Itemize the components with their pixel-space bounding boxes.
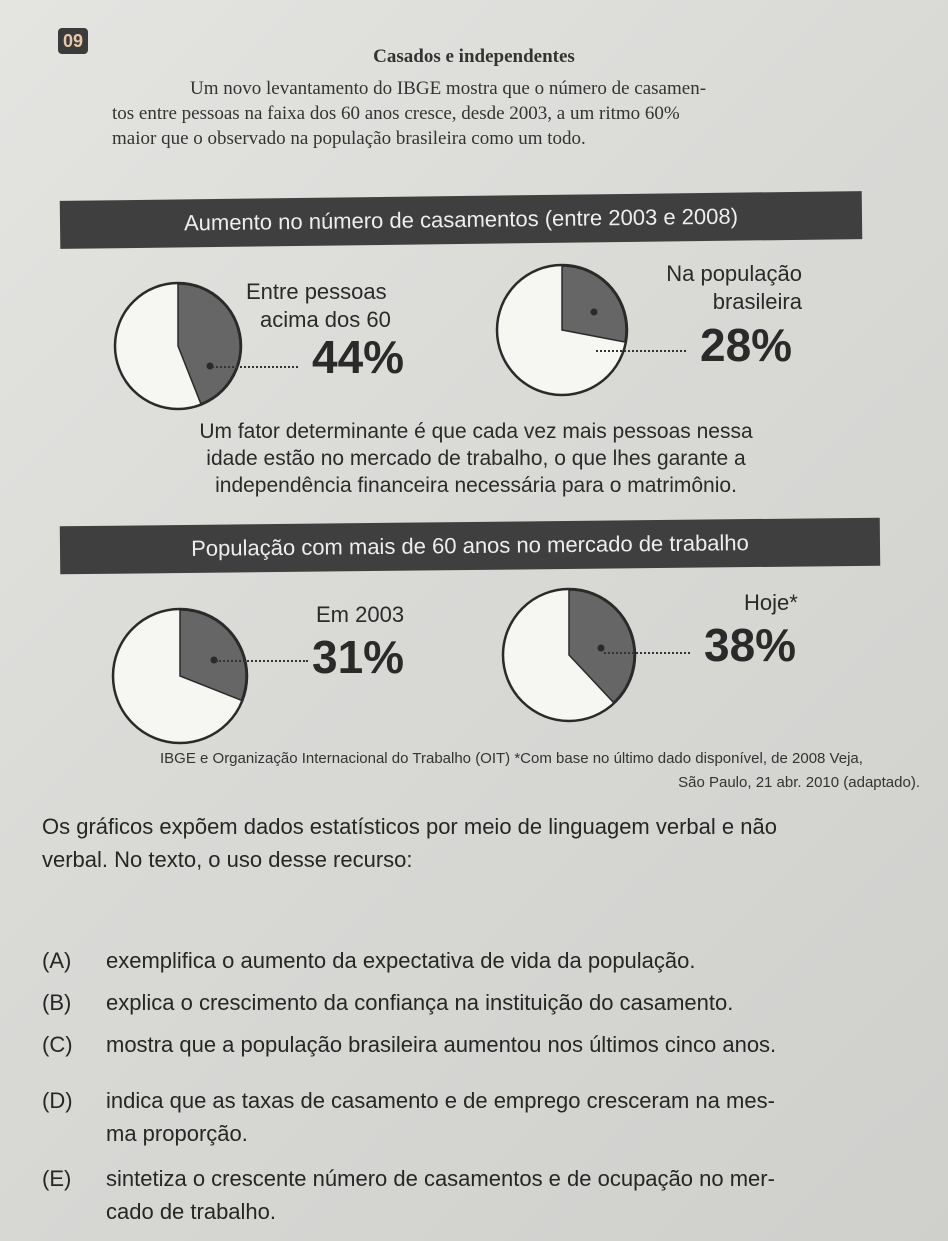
chart1-label-right [636, 260, 802, 316]
question-line: verbal. No texto, o uso desse recurso: [42, 847, 413, 872]
chart2-pie-right [500, 586, 638, 724]
option-letter: (B) [42, 990, 72, 1015]
chart1-banner: Aumento no número de casamentos (entre 2003 e 2008) [60, 191, 863, 249]
chart1-pie-right [494, 262, 630, 398]
chart2-value-left: 31% [312, 631, 405, 683]
option-text: sintetiza o crescente número de casamentos e de ocupação no mer- [106, 1166, 775, 1191]
option-text-continued: cado de trabalho. [106, 1199, 277, 1224]
option-letter: (E) [42, 1166, 72, 1191]
option-text: exemplifica o aumento da expectativa de vida da população. [106, 948, 696, 973]
intro-line: maior que o observado na população brasileira como um todo. [112, 128, 586, 149]
option-c[interactable] [42, 1028, 932, 1061]
chart1-value-left: 44% [312, 331, 405, 383]
chart2-label-right: Hoje* [744, 590, 798, 615]
chart2-label-left: Em 2003 [316, 602, 405, 627]
label-line: brasileira [712, 289, 802, 314]
intro-line: Um novo levantamento do IBGE mostra que o número de casamen- [190, 78, 707, 99]
label-line: Entre pessoas [246, 279, 387, 304]
pie-slice-28 [562, 266, 626, 342]
paragraph-line: independência financeira necessária para o matrimônio. [215, 474, 737, 497]
option-letter: (A) [42, 948, 72, 973]
paragraph-line: Um fator determinante é que cada vez mais pessoas nessa [199, 420, 753, 443]
label-line: acima dos 60 [260, 307, 391, 332]
label-line: Na população [666, 261, 802, 286]
option-text: mostra que a população brasileira aumentou nos últimos cinco anos. [106, 1032, 777, 1057]
option-text: explica o crescimento da confiança na instituição do casamento. [106, 990, 734, 1015]
chart1-pie-left [112, 280, 244, 412]
source-line-2: São Paulo, 21 abr. 2010 (adaptado). [678, 774, 920, 791]
chart1-label-left [246, 278, 391, 334]
option-e[interactable] [42, 1162, 932, 1228]
question-stem [42, 810, 922, 876]
question-number: 09 [58, 28, 88, 54]
leader-line [596, 350, 686, 352]
option-b[interactable] [42, 986, 932, 1019]
option-a[interactable] [42, 944, 932, 977]
article-intro [112, 76, 872, 151]
question-line: Os gráficos expõem dados estatísticos por meio de linguagem verbal e não [42, 814, 777, 839]
source-line-1: IBGE e Organização Internacional do Trabalho (OIT) *Com base no último dado disponível, de 2008 Veja, [160, 750, 863, 767]
option-d[interactable] [42, 1084, 932, 1150]
leader-line [212, 366, 298, 368]
option-letter: (D) [42, 1088, 73, 1113]
leader-line [604, 652, 690, 654]
chart2-pie-left [110, 606, 250, 746]
leader-line [216, 660, 308, 662]
chart2-value-right: 38% [704, 619, 797, 671]
article-title: Casados e independentes [373, 46, 575, 67]
option-text-continued: ma proporção. [106, 1121, 248, 1146]
option-letter: (C) [42, 1032, 73, 1057]
chart2-banner: População com mais de 60 anos no mercado de trabalho [60, 518, 880, 575]
paragraph-line: idade estão no mercado de trabalho, o que lhes garante a [206, 447, 746, 470]
chart1-value-right: 28% [700, 319, 793, 371]
body-paragraph [86, 418, 866, 499]
option-text: indica que as taxas de casamento e de emprego cresceram na mes- [106, 1088, 775, 1113]
intro-line: tos entre pessoas na faixa dos 60 anos cresce, desde 2003, a um ritmo 60% [112, 103, 680, 124]
